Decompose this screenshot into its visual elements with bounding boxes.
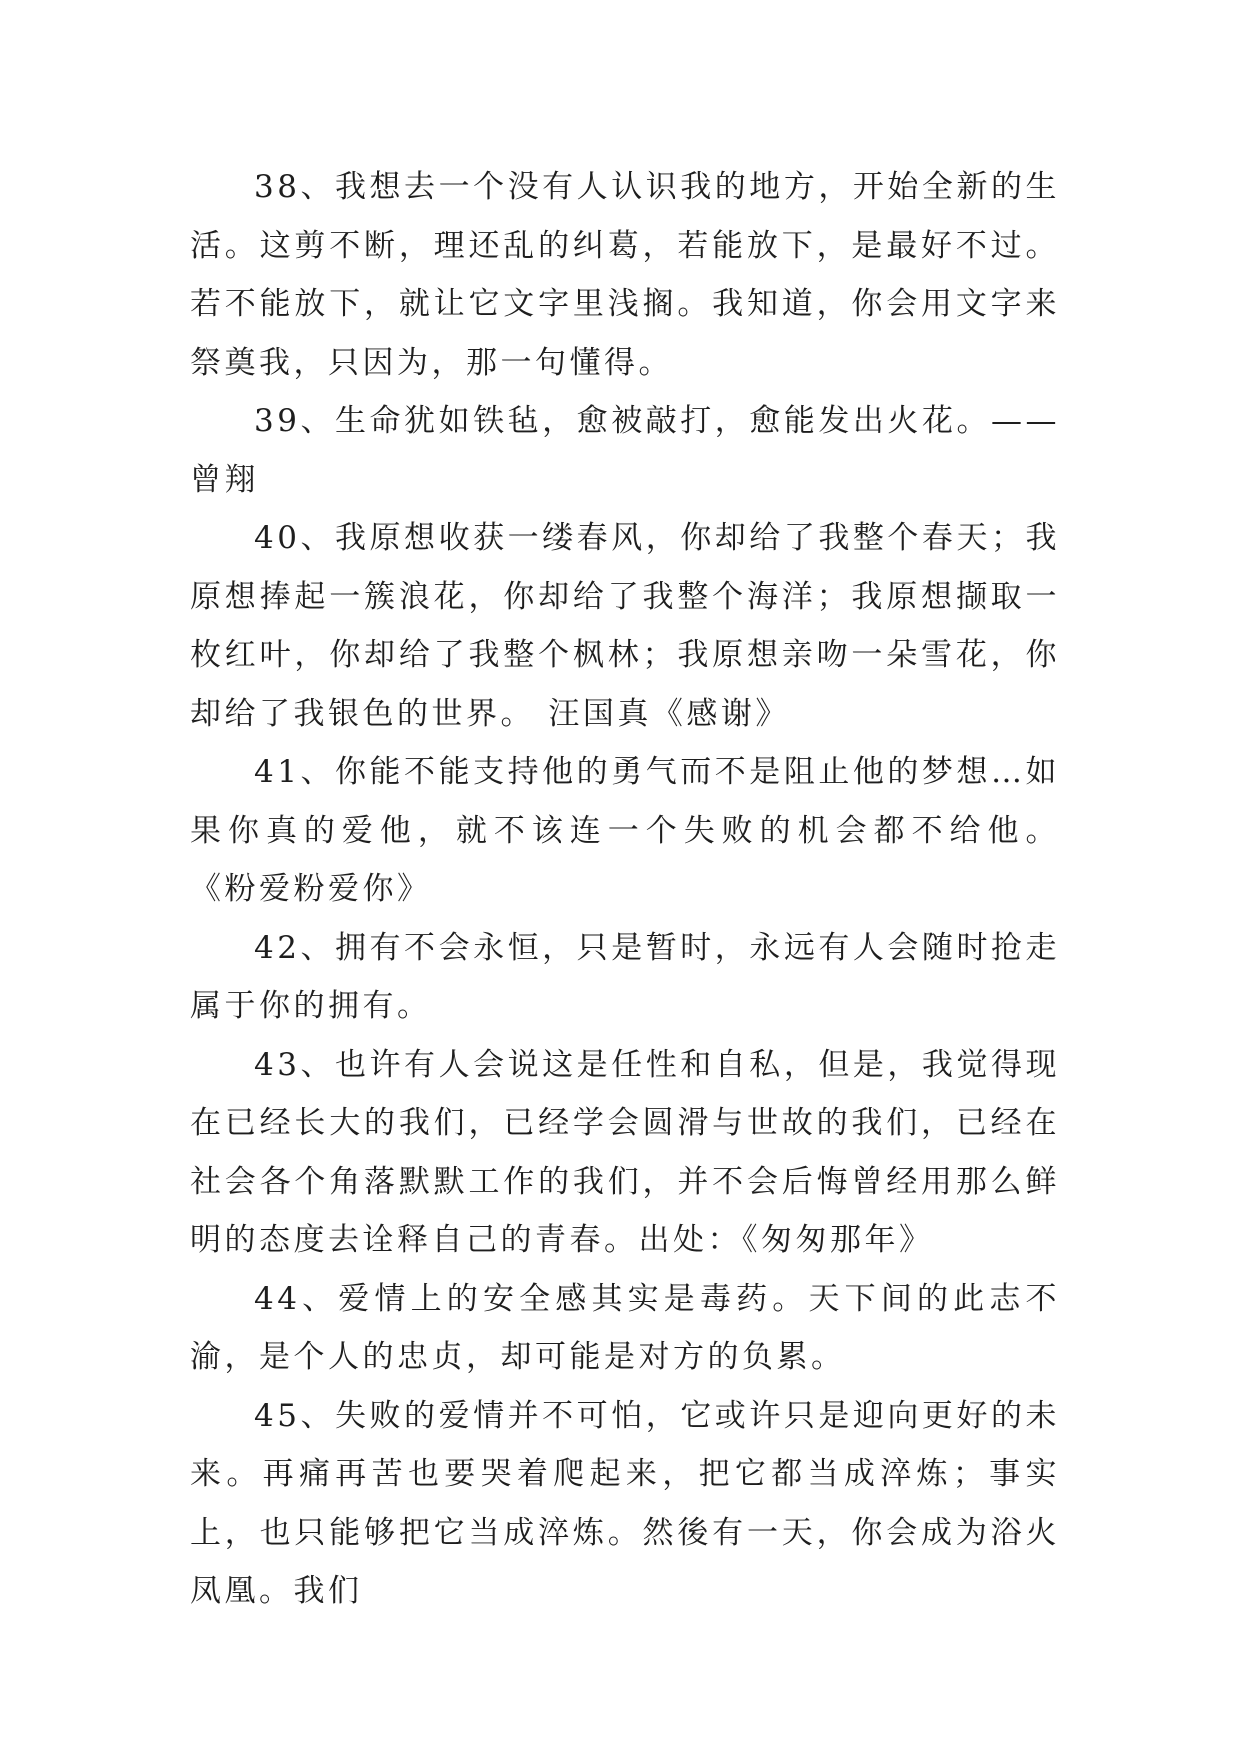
paragraph-38: 38、我想去一个没有人认识我的地方，开始全新的生活。这剪不断，理还乱的纠葛，若能放下，是最好不过。若不能放下，就让它文字里浅搁。我知道，你会用文字来祭奠我，只因为，那一句懂得。 <box>190 169 1060 381</box>
paragraph-45: 45、失败的爱情并不可怕，它或许只是迎向更好的未来。再痛再苦也要哭着爬起来，把它都当成淬炼；事实上，也只能够把它当成淬炼。然後有一天，你会成为浴火凤凰。我们 <box>190 1397 1060 1609</box>
paragraph-42: 42、拥有不会永恒，只是暂时，永远有人会随时抢走属于你的拥有。 <box>190 929 1060 1024</box>
paragraph-44: 44、爱情上的安全感其实是毒药。天下间的此志不渝，是个人的忠贞，却可能是对方的负累。 <box>190 1280 1060 1375</box>
paragraph-41: 41、你能不能支持他的勇气而不是阻止他的梦想…如果你真的爱他，就不该连一个失败的机会都不给他。 《粉爱粉爱你》 <box>190 754 1060 907</box>
body-text <box>190 158 1060 1621</box>
paragraph-39: 39、生命犹如铁毡，愈被敲打，愈能发出火花。——曾翔 <box>190 403 1060 498</box>
paragraph-43: 43、也许有人会说这是任性和自私，但是，我觉得现在已经长大的我们，已经学会圆滑与世故的我们，已经在社会各个角落默默工作的我们，并不会后悔曾经用那么鲜明的态度去诠释自己的青春。出处：《匆匆那年》 <box>190 1046 1060 1258</box>
paragraph-40: 40、我原想收获一缕春风，你却给了我整个春天；我原想捧起一簇浪花，你却给了我整个海洋；我原想撷取一枚红叶，你却给了我整个枫林；我原想亲吻一朵雪花，你却给了我银色的世界。 汪国真《感谢》 <box>190 520 1060 732</box>
